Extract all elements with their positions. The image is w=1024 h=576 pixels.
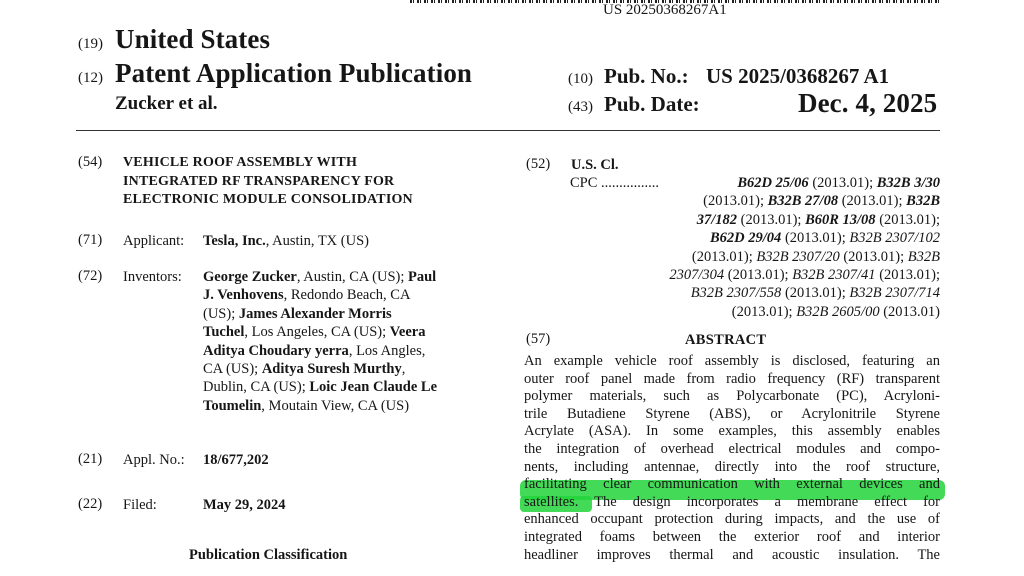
abstract-text xyxy=(524,353,940,564)
applicant-location: , Austin, TX (US) xyxy=(265,233,369,249)
abstract-line: integrated foams between the exterior roof and interior xyxy=(524,528,940,545)
abstract-line: An example vehicle roof assembly is disclosed, featuring an xyxy=(524,353,940,369)
code-71: (71) xyxy=(78,232,103,248)
abstract-line: satellites. The design incorporates a membrane effect for xyxy=(524,493,940,510)
abstract-line: trile Butadiene Styrene (ABS), or Acrylonitrile Styrene xyxy=(524,405,940,422)
publication-type-heading: Patent Application Publication xyxy=(115,58,473,88)
top-pub-number: US 20250368267A1 xyxy=(603,2,727,18)
pub-no: US 2025/0368267 A1 xyxy=(706,64,890,88)
applicant xyxy=(203,232,369,250)
code-10: (10) xyxy=(568,71,593,87)
abstract-line: facilitating clear communication with external devices and xyxy=(524,476,940,493)
applicant-label: Applicant: xyxy=(123,233,185,249)
abstract-line: outer roof panel made from radio frequency (RF) transparent xyxy=(524,370,940,387)
cpc-classifications: CPC ................ B62D 25/06 (2013.01); B32B 3/30 (2013.01); B32B 27/08 (2013.01); B32B 37/182 (2013.01); B60R 13/08 (2013.01); B62D 29/04 (2013.01); B32B 2307/102 (2013.01); B32B 2307/20 (2013.01); B32B 2307/304 (2013.01); B32B 2307/41 (2013.01); B32B 2307/558 (2013.01); B32B 2307/714 (2013.01); B32B 2605/00 (2013.01) xyxy=(570,175,940,320)
country-heading: United States xyxy=(115,24,271,54)
code-54: (54) xyxy=(78,154,103,170)
title-line: INTEGRATED RF TRANSPARENCY FOR xyxy=(123,173,395,189)
abstract-line: polymer materials, such as Polycarbonate (PC), Acryloni- xyxy=(524,388,940,405)
pub-date-label: Pub. Date: xyxy=(604,92,700,116)
publication-classification-heading: Publication Classification xyxy=(189,547,348,563)
inventor-short: Zucker et al. xyxy=(115,93,218,114)
pub-no-label: Pub. No.: xyxy=(604,64,689,88)
pub-date: Dec. 4, 2025 xyxy=(798,88,938,118)
code-21: (21) xyxy=(78,451,103,467)
code-52: (52) xyxy=(526,156,551,172)
abstract-heading: ABSTRACT xyxy=(685,332,767,348)
code-19: (19) xyxy=(78,36,103,52)
code-22: (22) xyxy=(78,496,103,512)
title-line: ELECTRONIC MODULE CONSOLIDATION xyxy=(123,192,413,207)
us-cl-label: U.S. Cl. xyxy=(571,157,619,173)
patent-title xyxy=(123,154,413,210)
code-72: (72) xyxy=(78,268,103,284)
abstract-line: nents, including antennae, directly into the roof structure, xyxy=(524,458,940,475)
header-rule xyxy=(76,130,940,131)
inventors-list: George Zucker, Austin, CA (US); Paul J. Venhovens, Redondo Beach, CA (US); James Alexander Morris Tuchel, Los Angeles, CA (US); Veera Aditya Choudary yerra, Los Angles, CA (US); Aditya Suresh Murthy, Dublin, CA (US); Loic Jean Claude Le Toumelin, Moutain View, CA (US) xyxy=(203,269,438,414)
abstract-line: the integration of overhead electrical modules and compo- xyxy=(524,440,940,457)
appl-no: 18/677,202 xyxy=(203,452,269,468)
appl-no-label: Appl. No.: xyxy=(123,452,185,468)
abstract-line: headliner improves thermal and acoustic insulation. The xyxy=(524,546,940,563)
code-43: (43) xyxy=(568,99,593,115)
filed-label: Filed: xyxy=(123,497,157,513)
applicant-name: Tesla, Inc. xyxy=(203,233,266,249)
abstract-line: Acrylate (ASA). In some examples, this assembly enables xyxy=(524,423,940,440)
filed-date: May 29, 2024 xyxy=(203,497,286,513)
code-12: (12) xyxy=(78,70,103,86)
abstract-line: enhanced occupant protection during impacts, and the use of xyxy=(524,511,940,528)
inventors-label: Inventors: xyxy=(123,269,182,285)
title-line: VEHICLE ROOF ASSEMBLY WITH xyxy=(123,155,358,170)
code-57: (57) xyxy=(526,331,551,347)
